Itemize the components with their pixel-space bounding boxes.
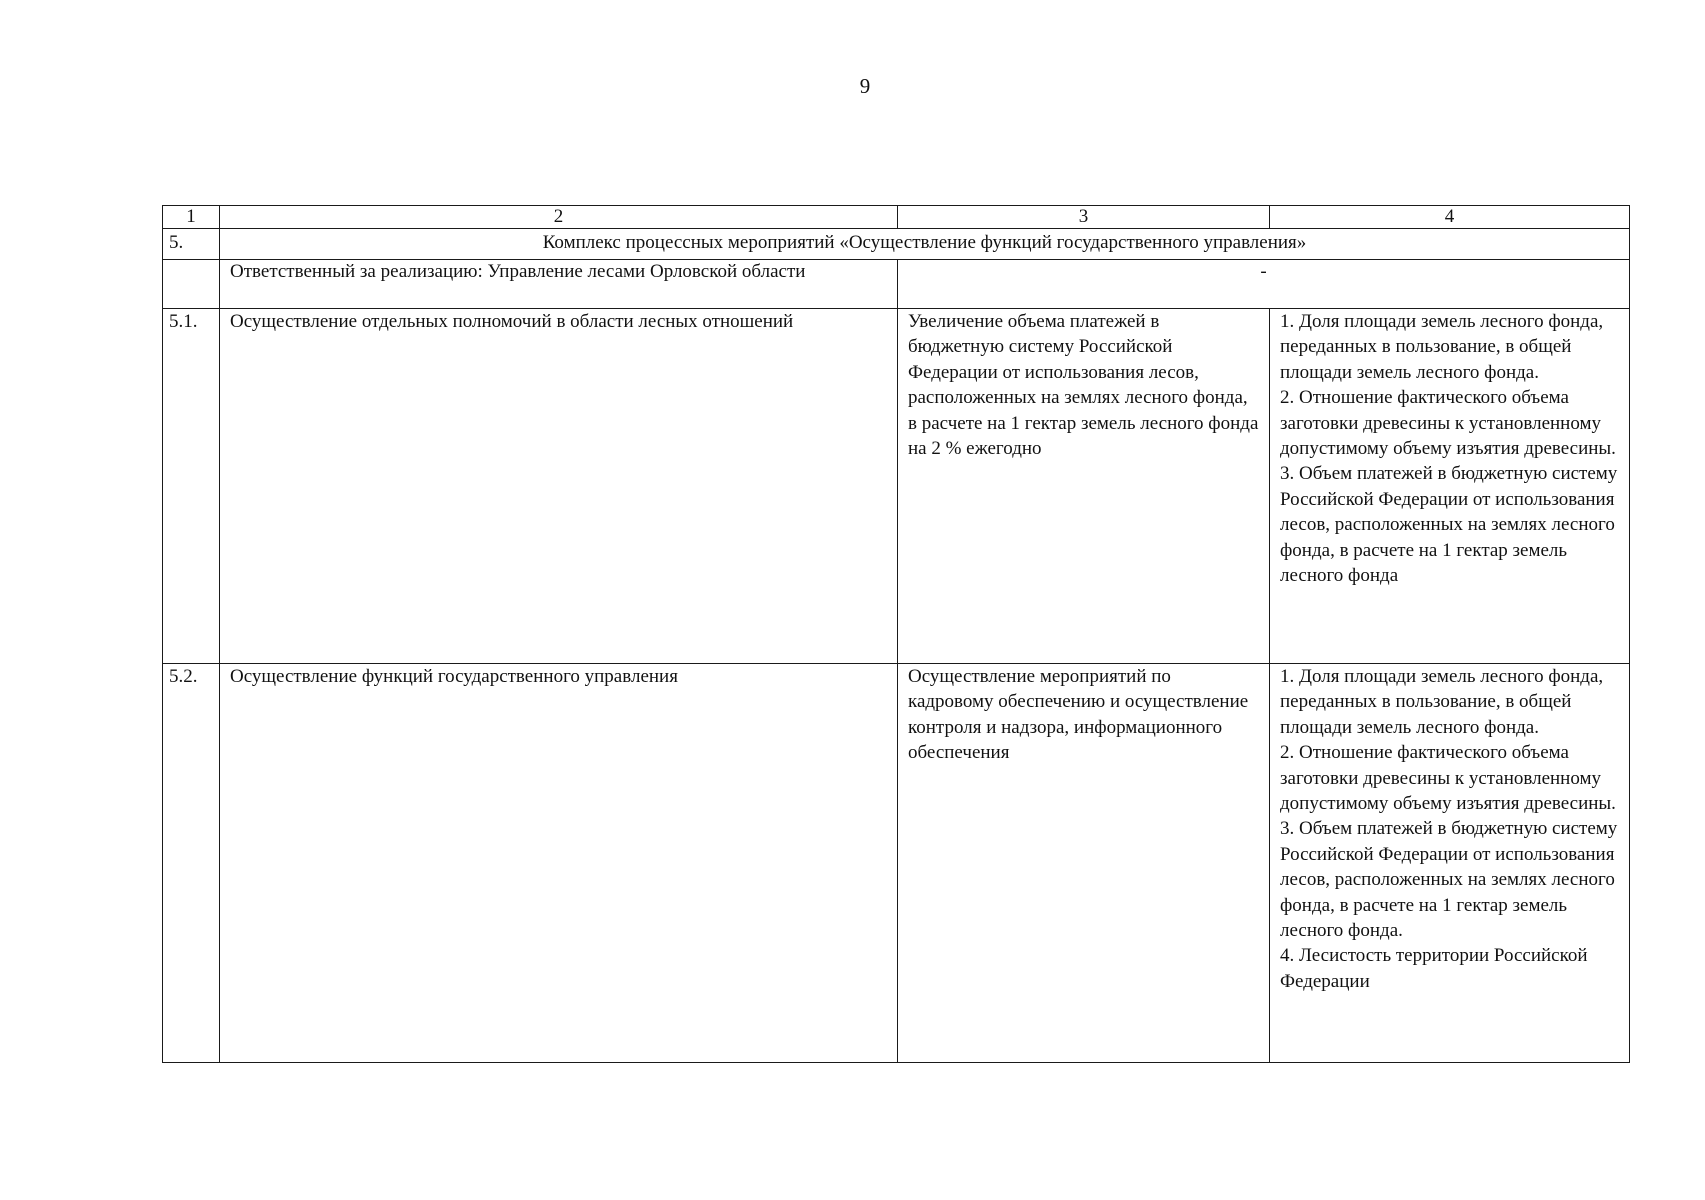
effect-cell: Увеличение объема платежей в бюджетную систему Российской Федерации от использования лесов, расположенных на землях лесного фонда, в расчете на 1 гектар земель лесного фонда на 2 % ежегодно (898, 309, 1270, 664)
page-number: 9 (859, 74, 871, 98)
section-number: 5. (163, 229, 220, 260)
indicators-cell (1270, 664, 1630, 1063)
column-number-1: 1 (163, 206, 220, 229)
indicator-item: 2. Отношение фактического объема заготовки древесины к установленному допустимому объему изъятия древесины. (1280, 387, 1616, 460)
responsible-value: - (898, 260, 1630, 309)
responsible-number-cell (163, 260, 220, 309)
indicator-item: 1. Доля площади земель лесного фонда, переданных в пользование, в общей площади земель лесного фонда. (1280, 666, 1604, 738)
indicator-item: 1. Доля площади земель лесного фонда, переданных в пользование, в общей площади земель лесного фонда. (1280, 311, 1604, 383)
table-row (163, 309, 1630, 664)
section-title: Комплекс процессных мероприятий «Осуществление функций государственного управления» (220, 229, 1630, 260)
section-row (163, 229, 1630, 260)
responsible-label: Ответственный за реализацию: Управление лесами Орловской области (220, 260, 898, 309)
row-number: 5.2. (163, 664, 220, 1063)
effect-cell: Осуществление мероприятий по кадровому обеспечению и осуществление контроля и надзора, информационного обеспечения (898, 664, 1270, 1063)
indicator-item: 4. Лесистость территории Российской Федерации (1280, 945, 1588, 992)
indicator-item: 3. Объем платежей в бюджетную систему Российской Федерации от использования лесов, расположенных на землях лесного фонда, в расчете на 1 гектар земель лесного фонда (1280, 463, 1618, 587)
indicators-cell (1270, 309, 1630, 664)
column-number-3: 3 (898, 206, 1270, 229)
column-number-2: 2 (220, 206, 898, 229)
row-number: 5.1. (163, 309, 220, 664)
task-cell: Осуществление функций государственного управления (220, 664, 898, 1063)
table-row (163, 664, 1630, 1063)
column-number-4: 4 (1270, 206, 1630, 229)
indicator-item: 3. Объем платежей в бюджетную систему Российской Федерации от использования лесов, расположенных на землях лесного фонда, в расчете на 1 гектар земель лесного фонда. (1280, 818, 1618, 942)
responsible-row (163, 260, 1630, 309)
task-cell: Осуществление отдельных полномочий в области лесных отношений (220, 309, 898, 664)
indicator-item: 2. Отношение фактического объема заготовки древесины к установленному допустимому объему изъятия древесины. (1280, 742, 1616, 815)
measures-table (162, 205, 1630, 1063)
column-numbers-row (163, 206, 1630, 229)
